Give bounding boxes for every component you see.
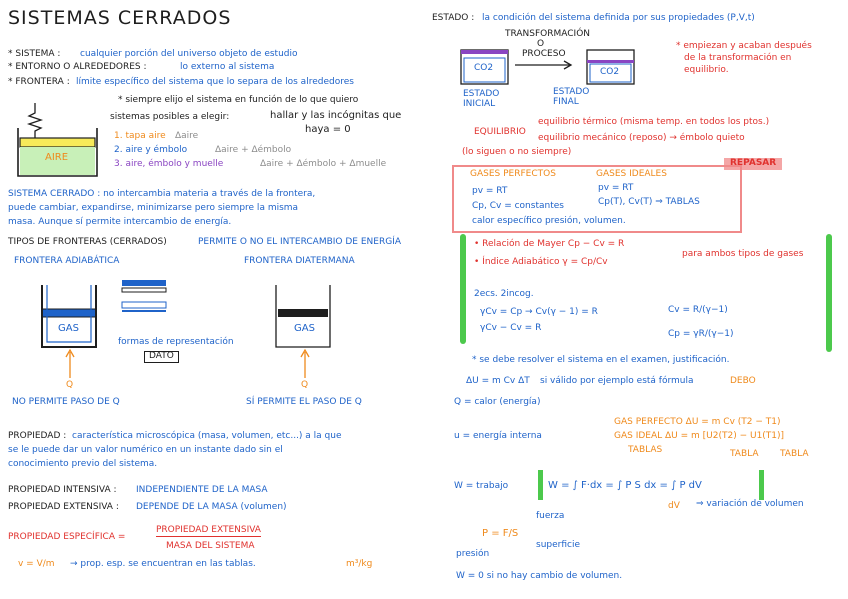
entorno-label: * ENTORNO O ALREDEDORES : bbox=[8, 62, 147, 72]
extensiva-text: DEPENDE DE LA MASA (volumen) bbox=[136, 502, 287, 512]
option-1: 1. tapa aire bbox=[114, 131, 166, 141]
adiabatic-container bbox=[38, 285, 108, 355]
si-permite-label: SÍ PERMITE EL PASO DE Q bbox=[246, 397, 362, 407]
q-calor: Q = calor (energía) bbox=[454, 397, 541, 407]
v-formula: v = V/m bbox=[18, 559, 55, 569]
mayer-cv: Cv = R/(γ−1) bbox=[668, 305, 728, 315]
gas-ideal-du: GAS IDEAL ΔU = m [U2(T2) − U1(T1)] bbox=[614, 431, 785, 441]
w-variacion: ⇒ variación de volumen bbox=[696, 499, 804, 509]
w-zero: W = 0 si no hay cambio de volumen. bbox=[456, 571, 623, 581]
pv-perfecto: pv = RT bbox=[472, 186, 508, 196]
equilibrio-label: EQUILIBRIO bbox=[474, 127, 526, 137]
p-formula: P = F/S bbox=[482, 528, 519, 539]
estado-inicial: ESTADO INICIAL bbox=[463, 89, 500, 109]
repasar-badge: REPASAR bbox=[724, 158, 782, 170]
mayer-ambos: para ambos tipos de gases bbox=[682, 249, 804, 259]
tablas-label: TABLAS bbox=[628, 445, 663, 455]
posibles-note: sistemas posibles a elegir: bbox=[110, 112, 230, 122]
co2-final: CO2 bbox=[600, 67, 620, 77]
sistema-text: cualquier porción del universo objeto de estudio bbox=[80, 49, 298, 59]
gases-perfectos: GASES PERFECTOS bbox=[470, 169, 556, 179]
mayer-ecs: 2ecs. 2incog. bbox=[474, 289, 534, 299]
no-permite-label: NO PERMITE PASO DE Q bbox=[12, 397, 120, 407]
w-dv: dV bbox=[668, 501, 680, 511]
propiedad-line-3: conocimiento previo del sistema. bbox=[8, 459, 158, 469]
option-2-extra: Δaire + Δémbolo bbox=[215, 145, 292, 155]
intensiva-text: INDEPENDIENTE DE LA MASA bbox=[136, 485, 268, 495]
intensiva-label: PROPIEDAD INTENSIVA : bbox=[8, 485, 117, 495]
mayer-du-text: si válido por ejemplo está fórmula bbox=[540, 376, 694, 386]
u-interna: u = energía interna bbox=[454, 431, 542, 441]
presion-label: presión bbox=[456, 549, 490, 559]
option-3-extra: Δaire + Δémbolo + Δmuelle bbox=[260, 159, 387, 169]
haya-note: haya = 0 bbox=[305, 124, 351, 135]
state-final-box bbox=[586, 44, 636, 86]
propiedad-label: PROPIEDAD : bbox=[8, 431, 67, 441]
pv-ideal: pv = RT bbox=[598, 183, 634, 193]
v-text: → prop. esp. se encuentran en las tablas. bbox=[70, 559, 256, 569]
o-label: O bbox=[537, 39, 545, 49]
estado-text: la condición del sistema definida por sus propiedades (P,V,t) bbox=[482, 13, 755, 23]
q-right: Q bbox=[301, 380, 309, 390]
dato-box: DATO bbox=[144, 351, 179, 363]
eq-mecanico: equilibrio mecánico (reposo) → émbolo quieto bbox=[538, 133, 745, 143]
formas-label: formas de representación bbox=[118, 337, 234, 347]
especifica-num: PROPIEDAD EXTENSIVA bbox=[156, 525, 261, 535]
tabla-label-1: TABLA bbox=[730, 449, 759, 459]
option-1-extra: Δaire bbox=[175, 131, 199, 141]
frontera-label: * FRONTERA : bbox=[8, 77, 70, 87]
tabla-label-2: TABLA bbox=[780, 449, 809, 459]
mayer-e1: γCv = Cp → Cv(γ − 1) = R bbox=[480, 307, 598, 317]
w-formula: W = ∫ F·dx = ∫ P S dx = ∫ P dV bbox=[548, 480, 702, 491]
extensiva-label: PROPIEDAD EXTENSIVA : bbox=[8, 502, 119, 512]
mayer-relacion: • Relación de Mayer Cp − Cv = R bbox=[474, 239, 625, 249]
fronteras-heading-tail: PERMITE O NO EL INTERCAMBIO DE ENERGÍA bbox=[198, 237, 401, 247]
cerrado-line-3: masa. Aunque sí permite intercambio de energía. bbox=[8, 217, 232, 227]
especifica-label: PROPIEDAD ESPECÍFICA = bbox=[8, 532, 126, 542]
fronteras-heading: TIPOS DE FRONTERAS (CERRADOS) bbox=[8, 237, 167, 247]
propiedad-line-2: se le puede dar un valor numérico en un instante dado sin el bbox=[8, 445, 283, 455]
mayer-du: ΔU = m Cv ΔT bbox=[466, 376, 530, 386]
green-bracket-left bbox=[460, 234, 466, 344]
frontera-text: límite específico del sistema que lo separa de los alrededores bbox=[76, 77, 354, 87]
cerrado-line-1: SISTEMA CERRADO : no intercambia materia a través de la frontera, bbox=[8, 189, 316, 199]
option-2: 2. aire y émbolo bbox=[114, 145, 188, 155]
cerrado-line-2: puede cambiar, expandirse, minimizarse pero siempre la misma bbox=[8, 203, 299, 213]
sistema-label: * SISTEMA : bbox=[8, 49, 61, 59]
option-3: 3. aire, émbolo y muelle bbox=[114, 159, 224, 169]
gas-label-right: GAS bbox=[294, 323, 315, 334]
piston-diagram bbox=[15, 98, 105, 178]
eq-note: (lo siguen o no siempre) bbox=[462, 147, 572, 157]
superficie-label: superficie bbox=[536, 540, 580, 550]
gas-label-left: GAS bbox=[58, 323, 79, 334]
note-line-1: * empiezan y acaban después bbox=[676, 41, 812, 51]
state-initial-box bbox=[460, 44, 510, 86]
estado-final: ESTADO FINAL bbox=[553, 87, 590, 107]
proceso-label: PROCESO bbox=[522, 49, 566, 59]
co2-initial: CO2 bbox=[474, 63, 494, 73]
page-title: SISTEMAS CERRADOS bbox=[8, 7, 232, 29]
mayer-e2: γCv − Cv = R bbox=[480, 323, 542, 333]
diatermana-label: FRONTERA DIATERMANA bbox=[244, 256, 355, 266]
entorno-text: lo externo al sistema bbox=[180, 62, 275, 72]
diathermal-container bbox=[272, 285, 342, 355]
mayer-cp: Cp = γR/(γ−1) bbox=[668, 329, 734, 339]
green-bracket-right bbox=[826, 234, 832, 352]
representation-forms bbox=[120, 278, 170, 318]
propiedad-line-1: característica microscópica (masa, volumen, etc...) a la que bbox=[72, 431, 342, 441]
note-line-2: de la transformación en bbox=[684, 53, 792, 63]
fuerza-label: fuerza bbox=[536, 511, 565, 521]
cp-cv-perfecto: Cp, Cv = constantes bbox=[472, 201, 564, 211]
especifica-den: MASA DEL SISTEMA bbox=[166, 541, 255, 551]
estado-label: ESTADO : bbox=[432, 13, 475, 23]
q-left: Q bbox=[66, 380, 74, 390]
siempre-note: * siempre elijo el sistema en función de lo que quiero bbox=[118, 95, 359, 105]
mayer-debo: DEBO bbox=[730, 376, 756, 386]
aire-label: AIRE bbox=[45, 152, 69, 163]
note-line-3: equilibrio. bbox=[684, 65, 729, 75]
calor-especifico: calor específico presión, volumen. bbox=[472, 216, 626, 226]
adiabatica-label: FRONTERA ADIABÁTICA bbox=[14, 256, 120, 266]
cp-cv-ideal: Cp(T), Cv(T) ⇒ TABLAS bbox=[598, 197, 700, 207]
transformacion-label: TRANSFORMACIÓN bbox=[505, 29, 591, 39]
w-trabajo: W = trabajo bbox=[454, 481, 509, 491]
mayer-resolver: * se debe resolver el sistema en el examen, justificación. bbox=[472, 355, 730, 365]
gases-ideales: GASES IDEALES bbox=[596, 169, 667, 179]
eq-termico: equilibrio térmico (misma temp. en todos los ptos.) bbox=[538, 117, 770, 127]
v-unit: m³/kg bbox=[346, 559, 373, 569]
hallar-note: hallar y las incógnitas que bbox=[270, 110, 402, 121]
mayer-indice: • Índice Adiabático γ = Cp/Cv bbox=[474, 257, 608, 267]
gas-perfecto-du: GAS PERFECTO ΔU = m Cv (T2 − T1) bbox=[614, 417, 781, 427]
